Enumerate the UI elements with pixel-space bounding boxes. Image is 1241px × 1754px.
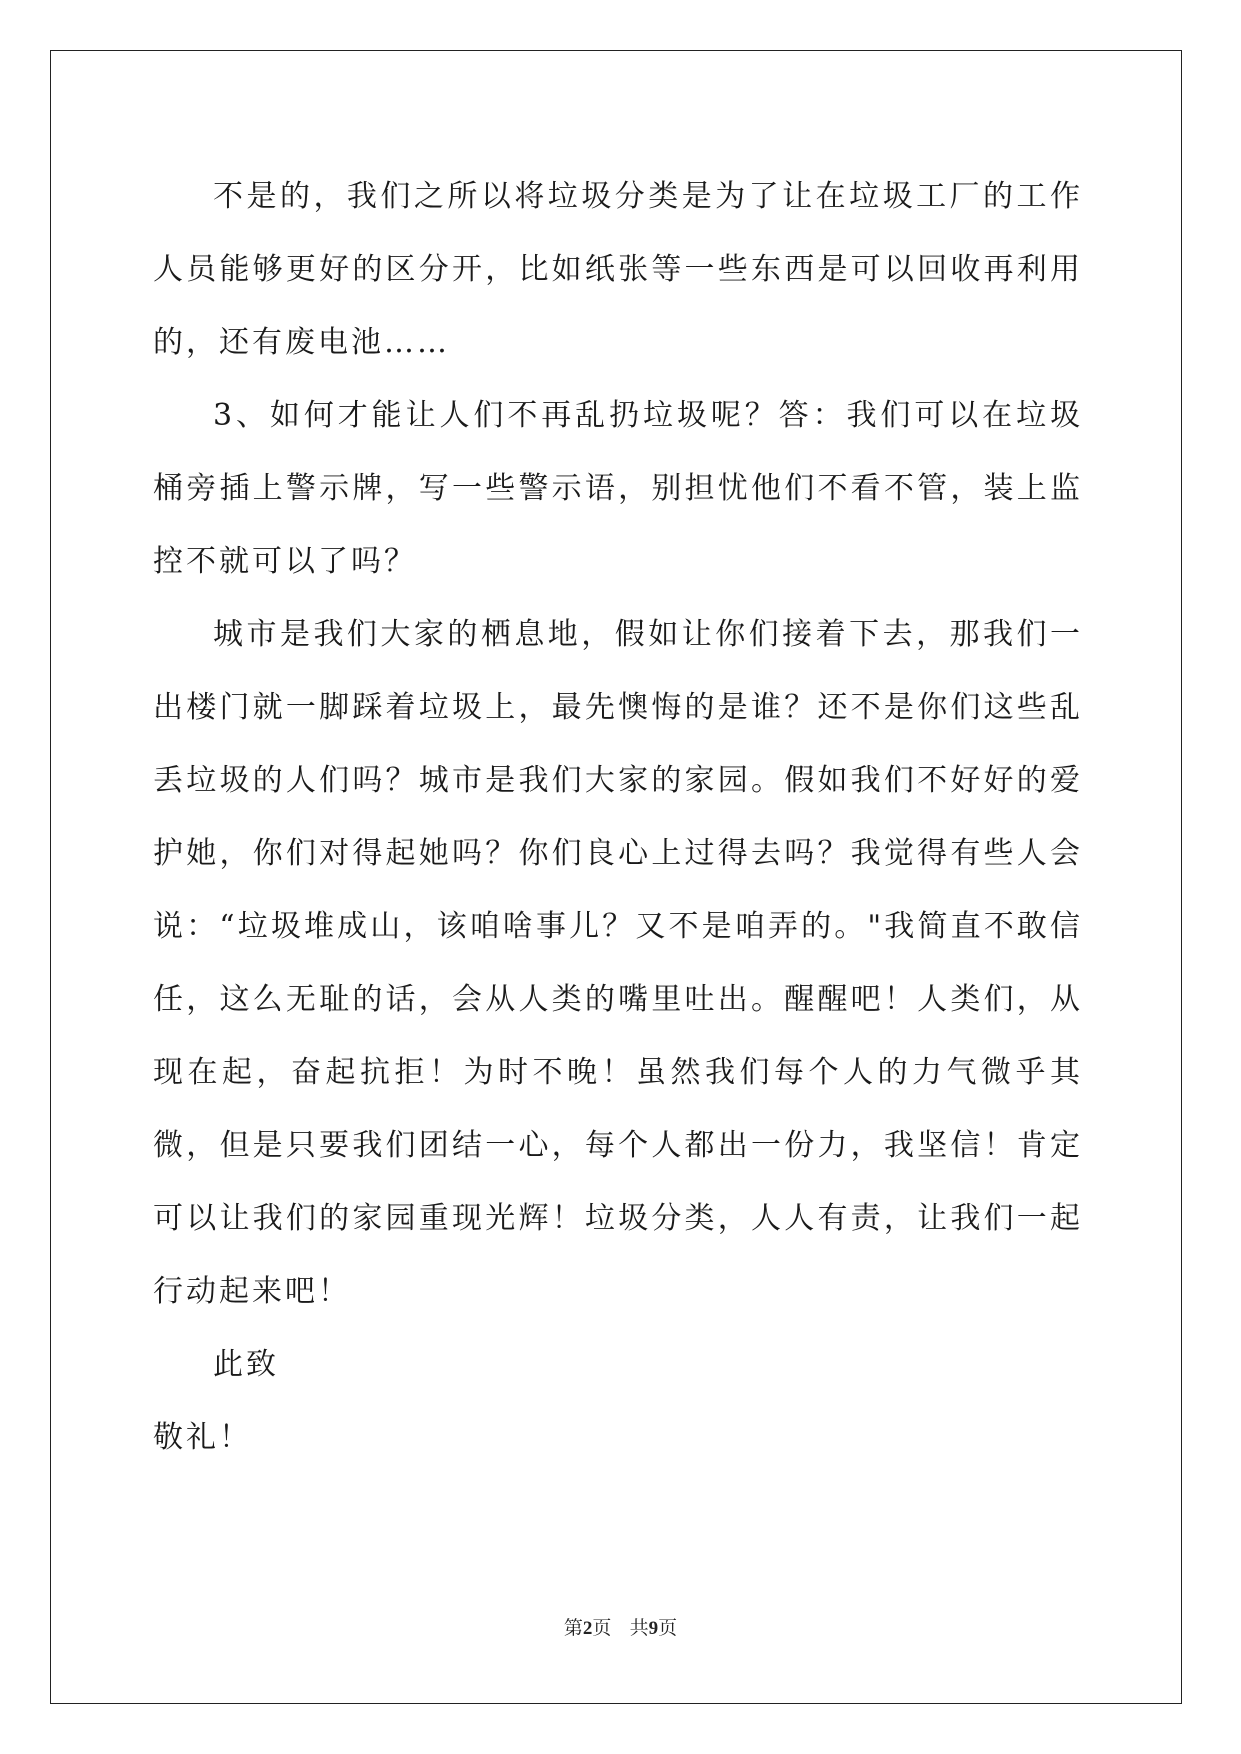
page-footer [0, 1613, 1241, 1640]
paragraph-2: 3、如何才能让人们不再乱扔垃圾呢？答：我们可以在垃圾桶旁插上警示牌，写一些警示语，别担忧他们不看不管，装上监控不就可以了吗？ [153, 398, 1083, 579]
footer-page-suffix: 页 [592, 1617, 612, 1639]
footer-total-suffix: 页 [658, 1617, 678, 1639]
closing-line: 此致 [213, 1347, 279, 1382]
document-body [153, 160, 1083, 1474]
footer-total-prefix: 共 [629, 1617, 649, 1639]
salutation-line: 敬礼！ [153, 1420, 252, 1455]
paragraph-1: 不是的，我们之所以将垃圾分类是为了让在垃圾工厂的工作人员能够更好的区分开，比如纸张等一些东西是可以回收再利用的，还有废电池…… [153, 179, 1083, 360]
paragraph-3: 城市是我们大家的栖息地，假如让你们接着下去，那我们一出楼门就一脚踩着垃圾上，最先懊悔的是谁？还不是你们这些乱丢垃圾的人们吗？城市是我们大家的家园。假如我们不好好的爱护她，你们对得起她吗？你们良心上过得去吗？我觉得有些人会说：“垃圾堆成山，该咱啥事儿？又不是咱弄的。"我简直不敢信任，这么无耻的话，会从人类的嘴里吐出。醒醒吧！人类们，从现在起，奋起抗拒！为时不晚！虽然我们每个人的力气微乎其微，但是只要我们团结一心，每个人都出一份力，我坚信！肯定可以让我们的家园重现光辉！垃圾分类，人人有责，让我们一起行动起来吧！ [153, 617, 1083, 1309]
footer-prefix: 第 [563, 1617, 583, 1639]
total-page-number: 9 [648, 1618, 659, 1639]
current-page-number: 2 [582, 1618, 593, 1639]
